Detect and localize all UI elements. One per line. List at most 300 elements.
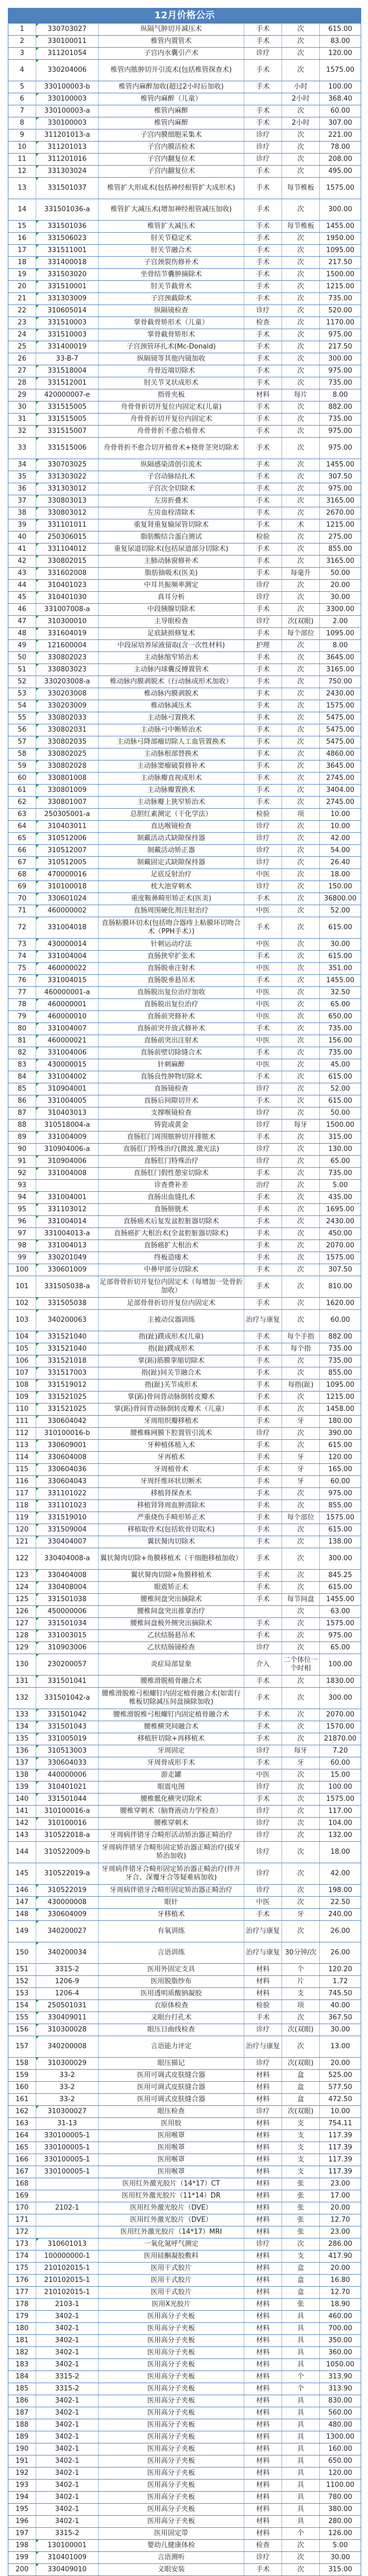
item-category[interactable]: 诊疗 xyxy=(244,142,282,154)
item-unit[interactable]: 次 xyxy=(282,1428,320,1440)
item-unit[interactable]: 次 xyxy=(282,1769,320,1781)
row-index[interactable]: 38 xyxy=(8,507,36,519)
row-index[interactable]: 47 xyxy=(8,616,36,628)
item-category[interactable]: 诊疗 xyxy=(244,1863,282,1885)
row-index[interactable]: 158 xyxy=(8,2058,36,2070)
row-index[interactable]: 66 xyxy=(8,845,36,857)
item-unit[interactable]: 次 xyxy=(282,257,320,269)
item-name[interactable]: 医用X光胶片 xyxy=(99,2299,244,2311)
item-code[interactable]: 310903006 xyxy=(36,1642,99,1654)
item-unit[interactable]: 具 xyxy=(282,2431,320,2443)
row-index[interactable]: 103 xyxy=(8,1310,36,1331)
item-unit[interactable]: 次 xyxy=(282,845,320,857)
item-unit[interactable]: 牙 xyxy=(282,1476,320,1488)
row-index[interactable]: 94 xyxy=(8,1192,36,1204)
item-unit[interactable]: 次 xyxy=(282,736,320,748)
item-price[interactable]: 120.00 xyxy=(320,2468,361,2480)
item-category[interactable]: 手术 xyxy=(244,353,282,365)
item-unit[interactable]: 次 xyxy=(282,1180,320,1192)
item-code[interactable]: 3402-1 xyxy=(36,2516,99,2528)
item-price[interactable]: 30.00 xyxy=(320,2024,361,2036)
item-price[interactable]: 3404.00 xyxy=(320,785,361,797)
item-unit[interactable]: 次 xyxy=(282,1642,320,1654)
item-code[interactable]: 330801007 xyxy=(36,797,99,809)
item-unit[interactable]: 次 xyxy=(282,963,320,975)
item-price[interactable]: 313.90 xyxy=(320,2383,361,2395)
item-name[interactable]: 椎管扩大减压术 xyxy=(99,221,244,233)
item-category[interactable]: 材料 xyxy=(244,2528,282,2540)
item-price[interactable]: 472.50 xyxy=(320,2094,361,2106)
item-unit[interactable]: 次 xyxy=(282,712,320,724)
item-name[interactable]: 牙周纤维环状切断术 xyxy=(99,1476,244,1488)
item-name[interactable]: 椎动脉内膜剥脱术（行动脉成形术加收） xyxy=(99,676,244,688)
item-category[interactable]: 中医 xyxy=(244,939,282,951)
item-code[interactable]: 331515005 xyxy=(36,401,99,414)
item-price[interactable]: 830.00 xyxy=(320,2395,361,2407)
item-name[interactable]: 医用高分子夹板 xyxy=(99,2347,244,2359)
item-unit[interactable]: 具 xyxy=(282,2395,320,2407)
item-code[interactable]: 3402-1 xyxy=(36,2443,99,2455)
item-price[interactable]: 2430.00 xyxy=(320,1216,361,1228)
item-unit[interactable]: 次 xyxy=(282,1548,320,1570)
item-name[interactable]: 义眼台打孔术 xyxy=(99,2012,244,2024)
item-price[interactable]: 32.50 xyxy=(320,987,361,999)
item-price[interactable]: 20.00 xyxy=(320,2263,361,2275)
item-unit[interactable]: 次 xyxy=(282,1228,320,1240)
item-unit[interactable]: 次 xyxy=(282,1676,320,1688)
item-category[interactable]: 材料 xyxy=(244,2251,282,2263)
item-category[interactable]: 诊疗 xyxy=(244,2552,282,2564)
item-name[interactable]: 主动脉弓中断矫治术 xyxy=(99,724,244,736)
item-price[interactable]: 1095.00 xyxy=(320,1379,361,1392)
item-unit[interactable]: 次 xyxy=(282,1355,320,1367)
item-name[interactable]: 脂肪抽吸术(医美) xyxy=(99,568,244,580)
row-index[interactable]: 2 xyxy=(8,36,36,48)
row-index[interactable]: 144 xyxy=(8,1842,36,1863)
item-price[interactable]: 855.00 xyxy=(320,1500,361,1512)
item-price[interactable]: 735.00 xyxy=(320,377,361,389)
item-unit[interactable]: 次 xyxy=(282,797,320,809)
item-category[interactable]: 中医 xyxy=(244,905,282,917)
item-price[interactable]: 78.00 xyxy=(320,142,361,154)
item-code[interactable]: 331104012 xyxy=(36,544,99,556)
item-name[interactable]: 椎管扩大减压术(增加神经根管减压加收) xyxy=(99,199,244,221)
item-unit[interactable]: 具 xyxy=(282,2443,320,2455)
item-price[interactable]: 1455.00 xyxy=(320,459,361,471)
item-name[interactable]: 椎管内麻醉加收(超过2小时后加收) xyxy=(99,81,244,93)
row-index[interactable]: 191 xyxy=(8,2455,36,2468)
row-index[interactable]: 77 xyxy=(8,987,36,999)
item-category[interactable]: 手术 xyxy=(244,178,282,199)
item-price[interactable]: 7.20 xyxy=(320,1745,361,1757)
item-category[interactable]: 材料 xyxy=(244,2480,282,2492)
item-unit[interactable]: 次 xyxy=(282,1536,320,1548)
row-index[interactable]: 139 xyxy=(8,1781,36,1794)
row-index[interactable]: 113 xyxy=(8,1440,36,1452)
item-unit[interactable]: 次 xyxy=(282,773,320,785)
item-unit[interactable]: 次 xyxy=(282,917,320,939)
item-price[interactable]: 221.00 xyxy=(320,129,361,142)
item-unit[interactable]: 次 xyxy=(282,1606,320,1618)
item-price[interactable]: 165.00 xyxy=(320,1464,361,1476)
item-category[interactable]: 手术 xyxy=(244,1757,282,1769)
item-unit[interactable]: 次 xyxy=(282,652,320,664)
item-code[interactable]: 330100011 xyxy=(36,36,99,48)
item-unit[interactable]: 次 xyxy=(282,1733,320,1745)
item-price[interactable]: 5475.00 xyxy=(320,736,361,748)
item-code[interactable]: 331004008 xyxy=(36,1168,99,1180)
item-category[interactable]: 手术 xyxy=(244,245,282,257)
row-index[interactable]: 6 xyxy=(8,93,36,105)
item-category[interactable]: 材料 xyxy=(244,2130,282,2142)
item-name[interactable]: 重复尿道切除术(包括尿道部分切除术) xyxy=(99,544,244,556)
item-price[interactable]: 275.00 xyxy=(320,531,361,544)
item-category[interactable]: 手术 xyxy=(244,712,282,724)
item-code[interactable]: 331510003 xyxy=(36,329,99,341)
row-index[interactable]: 58 xyxy=(8,748,36,760)
row-index[interactable]: 59 xyxy=(8,760,36,773)
item-code[interactable]: 460000010 xyxy=(36,1011,99,1023)
item-category[interactable]: 手术 xyxy=(244,1023,282,1035)
item-code[interactable]: 3402-1 xyxy=(36,2468,99,2480)
item-name[interactable]: 直肠脱出复位治疗 xyxy=(99,999,244,1011)
item-category[interactable]: 手术 xyxy=(244,975,282,987)
row-index[interactable]: 136 xyxy=(8,1745,36,1757)
item-price[interactable]: 525.00 xyxy=(320,2070,361,2082)
item-unit[interactable]: 支 xyxy=(282,2130,320,2142)
item-code[interactable]: 330604009 xyxy=(36,1909,99,1921)
row-index[interactable]: 33 xyxy=(8,438,36,459)
row-index[interactable]: 70 xyxy=(8,893,36,905)
item-unit[interactable]: 次 xyxy=(282,1570,320,1582)
row-index[interactable]: 67 xyxy=(8,857,36,869)
item-price[interactable]: 1.72 xyxy=(320,1976,361,1988)
row-index[interactable]: 174 xyxy=(8,2251,36,2263)
item-price[interactable]: 280.00 xyxy=(320,2516,361,2528)
item-code[interactable]: 310512006 xyxy=(36,833,99,845)
item-code[interactable]: 3402-1 xyxy=(36,2455,99,2468)
item-name[interactable]: 直肠脱垂悬吊术 xyxy=(99,975,244,987)
item-price[interactable]: 180.00 xyxy=(320,1416,361,1428)
item-name[interactable]: 总胆红素测定（干化学法） xyxy=(99,809,244,821)
item-price[interactable]: 754.11 xyxy=(320,2118,361,2130)
item-name[interactable]: 直肠前壁切除缝合术 xyxy=(99,1047,244,1059)
item-unit[interactable]: 每毫升 xyxy=(282,568,320,580)
item-unit[interactable]: 每个指 xyxy=(282,1343,320,1355)
row-index[interactable]: 180 xyxy=(8,2323,36,2335)
row-index[interactable]: 166 xyxy=(8,2154,36,2166)
item-category[interactable]: 诊疗 xyxy=(244,1642,282,1654)
row-index[interactable]: 57 xyxy=(8,736,36,748)
item-name[interactable]: 腰椎间盘突出摘除术 xyxy=(99,1594,244,1606)
item-code[interactable]: 331004014 xyxy=(36,1216,99,1228)
row-index[interactable]: 175 xyxy=(8,2263,36,2275)
item-price[interactable]: 60.00 xyxy=(320,1476,361,1488)
item-code[interactable]: 331519010 xyxy=(36,1512,99,1524)
item-name[interactable]: 直肠出血缝扎术 xyxy=(99,1192,244,1204)
item-name[interactable]: 左房折叠术 xyxy=(99,495,244,507)
row-index[interactable]: 89 xyxy=(8,1132,36,1144)
item-unit[interactable]: 次 xyxy=(282,1921,320,1942)
item-price[interactable]: 50.00 xyxy=(320,1107,361,1119)
item-code[interactable]: 331503020 xyxy=(36,269,99,281)
item-category[interactable]: 手术 xyxy=(244,519,282,531)
item-category[interactable]: 诊疗 xyxy=(244,1428,282,1440)
item-unit[interactable]: 次 xyxy=(282,353,320,365)
item-name[interactable]: 主动脉弓降部瘤切除人工血管置换术 xyxy=(99,736,244,748)
item-name[interactable]: 腰椎间盘极外侧突出摘除术 xyxy=(99,1618,244,1630)
item-name[interactable]: 移植取骨术(包括软骨切取术) xyxy=(99,1524,244,1536)
item-category[interactable]: 诊疗 xyxy=(244,1830,282,1842)
row-index[interactable]: 188 xyxy=(8,2419,36,2431)
item-code[interactable]: 310300027 xyxy=(36,2106,99,2118)
row-index[interactable]: 131 xyxy=(8,1676,36,1688)
item-category[interactable]: 手术 xyxy=(244,438,282,459)
item-code[interactable]: 310403011 xyxy=(36,821,99,833)
item-code[interactable]: 460000021 xyxy=(36,1035,99,1047)
item-code[interactable]: 331007008-a xyxy=(36,604,99,616)
item-code[interactable]: 310601013 xyxy=(36,2238,99,2251)
item-name[interactable]: 针刺运动疗法 xyxy=(99,939,244,951)
item-code[interactable]: 340200008 xyxy=(36,2036,99,2058)
item-name[interactable]: 掌(跖)骨间背动脉倒转皮瓣术 xyxy=(99,1392,244,1404)
item-category[interactable]: 手术 xyxy=(244,426,282,438)
row-index[interactable]: 168 xyxy=(8,2178,36,2190)
row-index[interactable]: 127 xyxy=(8,1618,36,1630)
item-code[interactable]: 3402-1 xyxy=(36,2323,99,2335)
item-category[interactable]: 诊疗 xyxy=(244,2238,282,2251)
item-code[interactable]: 331519012 xyxy=(36,1379,99,1392)
item-category[interactable]: 手术 xyxy=(244,293,282,305)
item-code[interactable]: 331518004 xyxy=(36,365,99,377)
item-category[interactable]: 中医 xyxy=(244,869,282,881)
item-name[interactable]: 支撑喉镜检查 xyxy=(99,1107,244,1119)
item-code[interactable]: 460000001 xyxy=(36,999,99,1011)
item-category[interactable]: 手术 xyxy=(244,341,282,353)
item-unit[interactable]: 次 xyxy=(282,905,320,917)
item-name[interactable]: 牙周骨成形手术 xyxy=(99,1757,244,1769)
item-code[interactable]: 311201054 xyxy=(36,48,99,60)
item-name[interactable]: 主动脉缩窄矫治术 xyxy=(99,652,244,664)
item-unit[interactable]: 次 xyxy=(282,281,320,293)
item-unit[interactable]: 支 xyxy=(282,2251,320,2263)
item-unit[interactable]: 次 xyxy=(282,640,320,652)
item-unit[interactable]: 次 xyxy=(282,1630,320,1642)
item-name[interactable]: 枕大池穿刺术 xyxy=(99,881,244,893)
item-unit[interactable]: 次 xyxy=(282,857,320,869)
item-unit[interactable]: 次 xyxy=(282,951,320,963)
item-price[interactable]: 60.00 xyxy=(320,105,361,117)
item-code[interactable]: 330802028 xyxy=(36,760,99,773)
item-unit[interactable]: 次 xyxy=(282,471,320,483)
row-index[interactable]: 25 xyxy=(8,341,36,353)
item-name[interactable]: 直肠粘膜环切术(包括吻合器痔上粘膜环切吻合术（PPH手术）) xyxy=(99,917,244,939)
item-unit[interactable]: 次 xyxy=(282,748,320,760)
item-unit[interactable]: 项 xyxy=(282,809,320,821)
item-unit[interactable]: 次 xyxy=(282,1500,320,1512)
row-index[interactable]: 79 xyxy=(8,1011,36,1023)
item-price[interactable]: 21870.00 xyxy=(320,1733,361,1745)
item-code[interactable]: 311201013-a xyxy=(36,129,99,142)
item-name[interactable]: 纵隔感染清创引流术 xyxy=(99,459,244,471)
item-name[interactable]: 足底缺损修复术 xyxy=(99,628,244,640)
item-code[interactable]: 331515005 xyxy=(36,414,99,426)
row-index[interactable]: 19 xyxy=(8,269,36,281)
row-index[interactable]: 181 xyxy=(8,2335,36,2347)
item-price[interactable]: 138.00 xyxy=(320,1536,361,1548)
item-price[interactable]: 313.90 xyxy=(320,2371,361,2383)
row-index[interactable]: 194 xyxy=(8,2492,36,2504)
row-index[interactable]: 61 xyxy=(8,785,36,797)
item-price[interactable]: 1575.00 xyxy=(320,700,361,712)
item-category[interactable]: 材料 xyxy=(244,2299,282,2311)
item-unit[interactable]: 次 xyxy=(282,1035,320,1047)
item-price[interactable]: 3645.00 xyxy=(320,652,361,664)
item-unit[interactable]: 次 xyxy=(282,2238,320,2251)
item-unit[interactable]: 次 xyxy=(282,1132,320,1144)
item-price[interactable]: 735.00 xyxy=(320,293,361,305)
item-category[interactable]: 手术 xyxy=(244,257,282,269)
item-code[interactable]: 330100005-1 xyxy=(36,2130,99,2142)
item-category[interactable]: 材料 xyxy=(244,2455,282,2468)
item-price[interactable]: 26.00 xyxy=(320,1921,361,1942)
item-price[interactable]: 160.00 xyxy=(320,2443,361,2455)
row-index[interactable]: 63 xyxy=(8,809,36,821)
item-unit[interactable]: 支 xyxy=(282,2154,320,2166)
item-code[interactable]: 310522009-b xyxy=(36,1842,99,1863)
item-price[interactable]: 1455.00 xyxy=(320,975,361,987)
item-code[interactable]: 430000015 xyxy=(36,1059,99,1071)
item-category[interactable]: 手术 xyxy=(244,1476,282,1488)
item-category[interactable]: 手术 xyxy=(244,1192,282,1204)
item-price[interactable]: 1500.00 xyxy=(320,1119,361,1132)
row-index[interactable]: 49 xyxy=(8,640,36,652)
item-code[interactable]: 310300010 xyxy=(36,616,99,628)
item-category[interactable]: 手术 xyxy=(244,773,282,785)
item-name[interactable]: 医用高分子夹板 xyxy=(99,2516,244,2528)
item-category[interactable]: 手术 xyxy=(244,1440,282,1452)
row-index[interactable]: 20 xyxy=(8,281,36,293)
item-category[interactable]: 诊疗 xyxy=(244,1781,282,1794)
item-name[interactable]: 主动脉窦瘤破裂修补术 xyxy=(99,760,244,773)
item-unit[interactable]: 次 xyxy=(282,700,320,712)
item-code[interactable]: 331004013-a xyxy=(36,1228,99,1240)
item-code[interactable]: 331103012 xyxy=(36,1204,99,1216)
item-price[interactable]: 1950.00 xyxy=(320,233,361,245)
row-index[interactable]: 84 xyxy=(8,1071,36,1083)
item-name[interactable]: 纵隔气肿切开减压术 xyxy=(99,24,244,36)
item-code[interactable]: 330604043 xyxy=(36,1476,99,1488)
item-category[interactable]: 手术 xyxy=(244,628,282,640)
item-unit[interactable]: 次 xyxy=(282,1023,320,1035)
item-price[interactable]: 120.00 xyxy=(320,1452,361,1464)
item-code[interactable]: 340200034 xyxy=(36,1942,99,1964)
item-name[interactable]: 主导眼检查 xyxy=(99,616,244,628)
row-index[interactable]: 155 xyxy=(8,2012,36,2024)
row-index[interactable]: 72 xyxy=(8,917,36,939)
item-price[interactable]: 975.00 xyxy=(320,426,361,438)
item-category[interactable]: 手术 xyxy=(244,1536,282,1548)
item-name[interactable]: 牙周组织瓣移植术 xyxy=(99,1416,244,1428)
item-code[interactable]: 331004004 xyxy=(36,951,99,963)
item-price[interactable]: 2070.00 xyxy=(320,1240,361,1252)
item-name[interactable]: 医用喉罩 xyxy=(99,2142,244,2154)
item-unit[interactable]: 次 xyxy=(282,1781,320,1794)
row-index[interactable]: 167 xyxy=(8,2166,36,2178)
item-name[interactable]: 子宫内翻复位术 xyxy=(99,166,244,178)
item-unit[interactable]: 次 xyxy=(282,48,320,60)
item-code[interactable]: 3315-2 xyxy=(36,1964,99,1976)
item-name[interactable]: 掌(跖)骨间背动脉倒转皮瓣术（儿童） xyxy=(99,1404,244,1416)
item-price[interactable]: 615.00 xyxy=(320,951,361,963)
item-price[interactable]: 3165.00 xyxy=(320,664,361,676)
item-price[interactable]: 126.00 xyxy=(320,2528,361,2540)
item-unit[interactable]: 次 xyxy=(282,1885,320,1897)
item-name[interactable]: 移植肾探查术 xyxy=(99,1488,244,1500)
item-price[interactable]: 735.00 xyxy=(320,1343,361,1355)
item-code[interactable]: 331501043 xyxy=(36,1721,99,1733)
item-unit[interactable]: 具 xyxy=(282,2468,320,2480)
item-name[interactable]: 指骨夹板 xyxy=(99,389,244,401)
item-code[interactable]: 210102015-1 xyxy=(36,2263,99,2275)
item-name[interactable]: 中鼻甲部分切除术 xyxy=(99,1264,244,1276)
item-category[interactable]: 手术 xyxy=(244,700,282,712)
item-price[interactable]: 100.00 xyxy=(320,81,361,93)
item-price[interactable]: 350.00 xyxy=(320,2335,361,2347)
item-code[interactable]: 330801008 xyxy=(36,773,99,785)
item-price[interactable]: 83.00 xyxy=(320,36,361,48)
item-category[interactable]: 手术 xyxy=(244,1240,282,1252)
row-index[interactable]: 69 xyxy=(8,881,36,893)
item-price[interactable]: 18.00 xyxy=(320,869,361,881)
item-price[interactable]: 615.00 xyxy=(320,1071,361,1083)
item-code[interactable]: 130100001 xyxy=(36,2540,99,2552)
item-name[interactable]: 肘关节融合术 xyxy=(99,245,244,257)
item-name[interactable]: 椎管内麻醉（儿童） xyxy=(99,93,244,105)
row-index[interactable]: 17 xyxy=(8,245,36,257)
row-index[interactable]: 110 xyxy=(8,1404,36,1416)
item-code[interactable]: 331515007 xyxy=(36,426,99,438)
row-index[interactable]: 135 xyxy=(8,1733,36,1745)
row-index[interactable]: 1 xyxy=(8,24,36,36)
item-unit[interactable]: 具 xyxy=(282,2347,320,2359)
item-category[interactable]: 材料 xyxy=(244,2082,282,2094)
item-code[interactable]: 420000007-e xyxy=(36,389,99,401)
item-name[interactable]: 椎动脉减压术 xyxy=(99,700,244,712)
item-unit[interactable]: 次 xyxy=(282,1204,320,1216)
item-unit[interactable]: 次 xyxy=(282,401,320,414)
row-index[interactable]: 71 xyxy=(8,905,36,917)
row-index[interactable]: 46 xyxy=(8,604,36,616)
item-category[interactable]: 手术 xyxy=(244,664,282,676)
item-name[interactable]: 直肠肛门特殊治疗 xyxy=(99,1156,244,1168)
item-unit[interactable]: 次 xyxy=(282,760,320,773)
item-name[interactable]: 乙状结肠镜检查 xyxy=(99,1642,244,1654)
item-code[interactable]: 310522018-a xyxy=(36,1830,99,1842)
item-unit[interactable]: 牙 xyxy=(282,1416,320,1428)
item-code[interactable]: 310401030 xyxy=(36,592,99,604)
item-name[interactable]: 直肠癌术后复发盆腔脏器切除术 xyxy=(99,1216,244,1228)
item-price[interactable]: 26.40 xyxy=(320,857,361,869)
row-index[interactable]: 164 xyxy=(8,2130,36,2142)
item-unit[interactable]: 次 xyxy=(282,1818,320,1830)
item-unit[interactable]: 次 xyxy=(282,1709,320,1721)
item-code[interactable]: 330803013 xyxy=(36,495,99,507)
item-code[interactable]: 100000000-1 xyxy=(36,2251,99,2263)
item-price[interactable]: 104.00 xyxy=(320,1818,361,1830)
item-name[interactable]: 医用干式胶片 xyxy=(99,2287,244,2299)
item-category[interactable]: 诊疗 xyxy=(244,1818,282,1830)
